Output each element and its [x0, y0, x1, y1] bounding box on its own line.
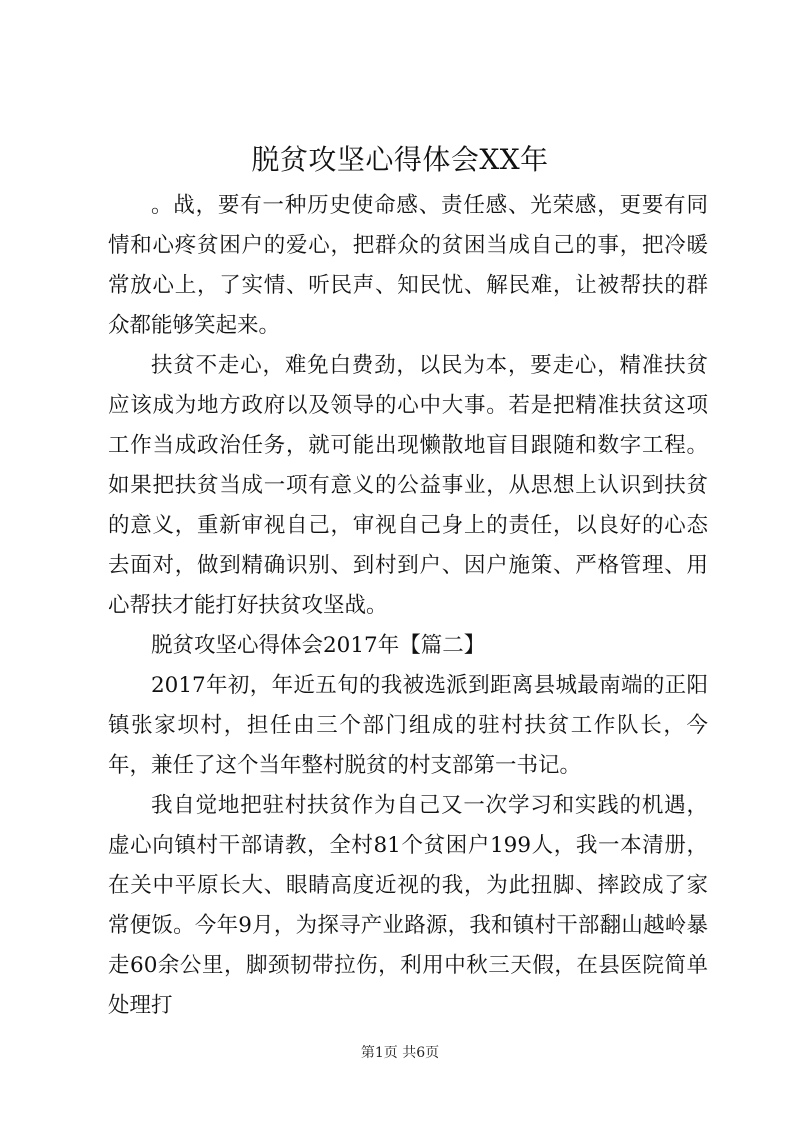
paragraph-4: 我自觉地把驻村扶贫作为自己又一次学习和实践的机遇，虚心向镇村干部请教，全村81个贫困户199人，我一本清册，在关中平原长大、眼睛高度近视的我，为此扭脚、摔跤成了家常便饭。今年9月，为探寻产业路源，我和镇村干部翻山越岭暴走60余公里，脚颈韧带拉伤，利用中秋三天假，在县医院简单处理打 — [108, 793, 708, 1018]
document-body — [108, 186, 708, 1026]
document-title: 脱贫攻坚心得体会XX年 — [251, 143, 549, 176]
paragraph-3: 2017年初，年近五旬的我被选派到距离县城最南端的正阳镇张家坝村，担任由三个部门组成的驻村扶贫工作队长，今年，兼任了这个当年整村脱贫的村支部第一书记。 — [108, 673, 708, 778]
section-heading: 脱贫攻坚心得体会2017年【篇二】 — [151, 633, 486, 658]
paragraph-2: 扶贫不走心，难免白费劲，以民为本，要走心，精准扶贫应该成为地方政府以及领导的心中大事。若是把精准扶贫这项工作当成政治任务，就可能出现懒散地盲目跟随和数字工程。如果把扶贫当成一项有意义的公益事业，从思想上认识到扶贫的意义，重新审视自己，审视自己身上的责任，以良好的心态去面对，做到精确识别、到村到户、因户施策、严格管理、用心帮扶才能打好扶贫攻坚战。 — [108, 353, 708, 618]
paragraph-1: 。战，要有一种历史使命感、责任感、光荣感，更要有同情和心疼贫困户的爱心，把群众的贫困当成自己的事，把冷暖常放心上，了实情、听民声、知民忧、解民难，让被帮扶的群众都能够笑起来。 — [108, 193, 708, 338]
page-footer: 第1页 共6页 — [360, 1045, 440, 1061]
